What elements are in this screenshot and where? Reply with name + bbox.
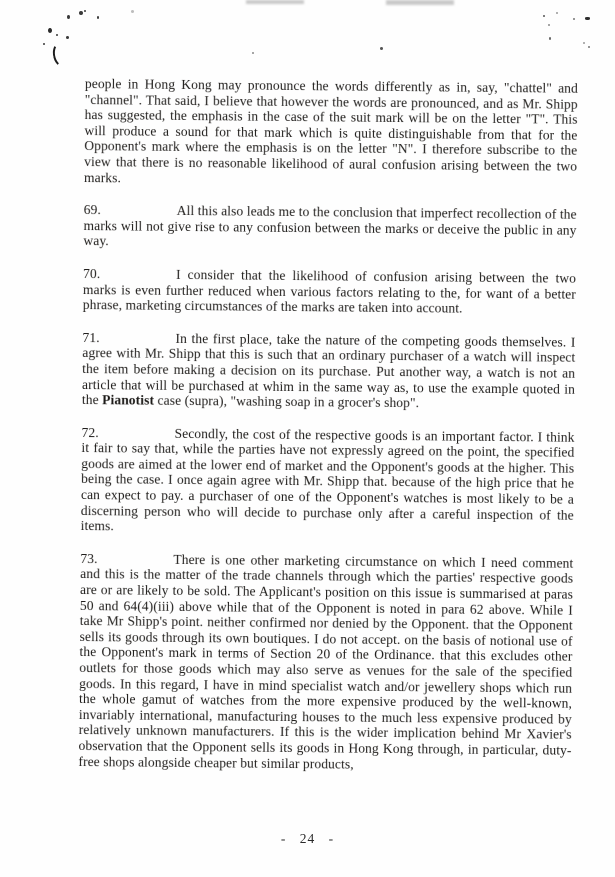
paragraph-number: 73. <box>80 550 98 566</box>
ink-speckle <box>588 46 590 48</box>
ink-speckle <box>67 15 70 19</box>
paragraph-text: people in Hong Kong may pronounce the words differently as in, say, "chattel" and "channel". That said, I believe that however the words are pronounced, and as Mr. Shipp has suggested, the emphasis in the case of the suit mark will be on the letter "T". This will produce a sound for that mark which is quite distinguishable from that for the Opponent's mark where the emphasis is on the letter "N". I therefore subscribe to the view that there is no reasonable likelihood of aural confusion arising between the two marks. <box>83 76 578 185</box>
paragraph-text: In the first place, take the nature of the competing goods themselves. I agree with Mr. Shipp that this is such that an ordinary purchaser of a watch will inspect the item before making a decision on its purchase. Put another way, a watch is not an article that will be purchased at whim in the same way as, to use the example quoted in the <box>81 330 576 408</box>
ink-speckle <box>43 43 45 45</box>
paragraph <box>84 76 578 190</box>
paragraph <box>83 202 576 254</box>
ink-speckle <box>48 28 52 33</box>
ink-speckle <box>543 15 545 17</box>
ink-speckle <box>97 16 99 19</box>
ink-speckle <box>380 47 383 50</box>
page-number: - 24 - <box>280 831 335 846</box>
paragraph-text: Secondly, the cost of the respective goods is an important factor. I think it fair to say that, while the parties have not expressly agreed on the point, the specified goods are aimed at the lower end of market and the Opponent's goods at the higher. This being the case. I once again agree with Mr. Shipp that. because of the high price that he can expect to pay. a purchaser of one of the Opponent's watches is most likely to be a discerning person who will decide to purchase only after a careful inspection of the items. <box>80 425 575 534</box>
scan-streak <box>246 0 304 4</box>
scan-streak <box>386 0 454 5</box>
paragraph <box>81 425 575 539</box>
ink-speckle <box>79 11 83 15</box>
ink-speckle <box>556 12 558 14</box>
ink-speckle <box>131 10 134 13</box>
paragraph-number: 71. <box>82 329 100 345</box>
paragraph-number: 70. <box>83 265 101 282</box>
case-name-emphasis: Pianotist <box>102 392 155 408</box>
paragraph-number: 72. <box>81 424 99 440</box>
ink-speckle <box>549 37 551 40</box>
ink-speckle <box>583 42 585 44</box>
paragraph <box>82 330 576 413</box>
paragraph-text: There is one other marketing circumstance on which I need comment and this is the matter of the trade channels through which the parties' respective goods are or are likely to be sold. The Applicant's position on this issue is summarised at paras 50 and 64(4)(iii) above while that of the Opponent is noted in para 62 above. While I take Mr Shipp's point. neither confirmed nor denied by the Opponent. that the Opponent sells its goods through its own boutiques. I do not accept. on the basis of notional use of the Opponent's mark in terms of Section 20 of the Ordinance. that this excludes other outlets for those goods which may also serve as venues for the sale of the specified goods. In this regard, I have in mind specialist watch and/or jewellery shops which run the whole gamut of watches from the more expensive produced by the well-known, invariably international, manufacturing houses to the much less expensive produced by relatively unknown manufacturers. If this is the wider implication behind Mr Xavier's observation that the Opponent sells its goods in Hong Kong through, in particular, duty-free shops alongside cheaper but similar products, <box>78 551 574 772</box>
ink-speckle <box>56 34 58 36</box>
paragraph-text: case (supra), "washing soap in a grocer's shop". <box>154 392 420 411</box>
paragraph-text: All this also leads me to the conclusion that imperfect recollection of the marks will not give rise to any confusion between the marks or deceive the public in any way. <box>83 203 577 249</box>
paragraph-text: I consider that the likelihood of confusion arising between the two marks is even further reduced when various factors relating to the, for want of a better phrase, marketing circumstances of the marks are taken into account. <box>82 266 577 316</box>
paragraph-number: 69. <box>83 202 101 218</box>
ink-speckle <box>548 24 550 26</box>
ink-speckle <box>585 17 590 20</box>
text-block <box>78 76 578 791</box>
ink-speckle <box>66 36 69 39</box>
paragraph <box>83 266 576 318</box>
ink-speckle <box>252 52 254 54</box>
stray-paren-mark <box>51 41 72 69</box>
ink-speckle <box>573 18 575 20</box>
paragraph <box>78 551 573 774</box>
